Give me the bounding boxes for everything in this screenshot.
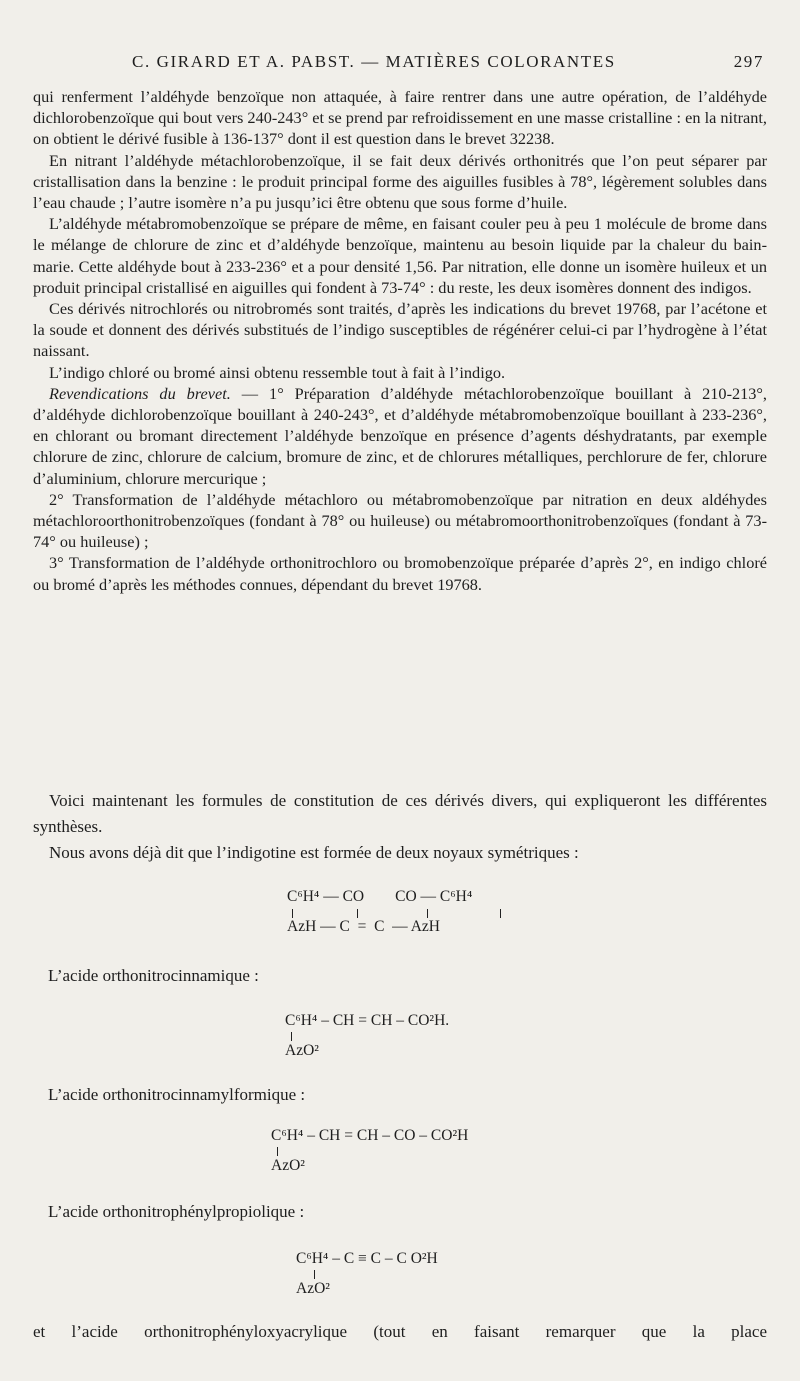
formulas-intro: Voici maintenant les formules de constitution de ces dérivés divers, qui expliqueront les différentes synthèses.: [33, 791, 767, 836]
paragraph: L’aldéhyde métabromobenzoïque se prépare de même, en faisant couler peu à peu 1 molécule de brome dans le mélange de chlorure de zinc et d’aldéhyde benzoïque, maintenu au besoin liquide par la chaleur du bain-marie. Cette aldéhyde bout à 233-236° et a pour densité 1,56. Par nitration, elle donne un isomère huileux et un produit principal cristallisé en aiguilles qui fondent à 73-74° : du reste, les deux isomères donnent des indigos.: [33, 214, 767, 297]
paragraph: En nitrant l’aldéhyde métachlorobenzoïque, il se fait deux dérivés orthonitrés que l’on peut séparer par cristallisation dans la benzine : le produit principal forme des aiguilles fusibles à 78°, légèrement solubles dans l’eau chaude ; l’autre isomère n’a pu jusqu’ici être obtenu que sous forme d’huile.: [33, 150, 767, 213]
bond-line: [292, 909, 293, 918]
main-text-block: [33, 86, 767, 595]
bond-line: [500, 909, 501, 918]
paragraph: L’indigo chloré ou bromé ainsi obtenu ressemble tout à fait à l’indigo.: [49, 362, 506, 382]
formula-main: C⁶H⁴ – C ≡ C – C O²H: [296, 1250, 438, 1267]
formula-substituent: AzO²: [271, 1157, 305, 1174]
formula-label: L’acide orthonitrophénylpropiolique :: [48, 1202, 305, 1221]
formula-main: C⁶H⁴ – CH = CH – CO²H.: [285, 1012, 450, 1029]
claim-2: 2° Transformation de l’aldéhyde métachloro ou métabromobenzoïque par nitration en deux aldéhydes métachloroorthonitrobenzoïques (fondant à 78° ou huileuse) ou métabromoorthonitrobenzoïques (fondant à 73-74° ou huileuse) ;: [33, 489, 767, 552]
formula-substituent: AzO²: [285, 1042, 319, 1059]
bond-line: [357, 909, 358, 918]
formula-substituent: AzO²: [296, 1280, 330, 1297]
running-title: C. GIRARD ET A. PABST. — MATIÈRES COLORANTES: [132, 52, 616, 71]
cinnamique-formula: [285, 1012, 545, 1068]
indigotine-intro: Nous avons déjà dit que l’indigotine est formée de deux noyaux symétriques :: [49, 843, 579, 862]
formula-label: L’acide orthonitrocinnamique :: [48, 966, 259, 985]
claim-3: 3° Transformation de l’aldéhyde orthonitrochloro ou bromobenzoïque préparée d’après 2°, en indigo chloré ou bromé d’après les méthodes connues, dépendant du brevet 19768.: [33, 553, 767, 594]
page-number: 297: [733, 52, 764, 71]
formula-label: L’acide orthonitrocinnamylformique :: [48, 1085, 306, 1104]
claims-paragraph: [33, 383, 767, 489]
claim-1: — 1° Préparation d’aldéhyde métachlorobenzoïque bouillant à 210-213°, d’aldéhyde dichlorobenzoïque bouillant à 240-243°, et d’aldéhyde métabromobenzoïque bouillant à 233-236°, en chlorant ou bromant directement l’aldéhyde benzoïque en présence d’agents déshydratants, par exemple chlorure de zinc, chlorure de calcium, bromure de zinc, et de chlorures métalliques, perchlorure de fer, chlorure d’aluminium, chlorure mercurique ;: [33, 383, 767, 488]
phenylpropiolique-formula: [296, 1250, 536, 1306]
bond-line: [427, 909, 428, 918]
bond-line: [314, 1270, 315, 1279]
paragraph: qui renferment l’aldéhyde benzoïque non attaquée, à faire rentrer dans une autre opération, de l’aldéhyde dichlorobenzoïque qui bout vers 240-243° et se prend par refroidissement en une masse cristalline : en la nitrant, on obtient le dérivé fusible à 136-137° dont il est question dans le brevet 32238.: [33, 87, 767, 149]
cinnamylformique-formula: [271, 1127, 571, 1183]
formula-top-row: C⁶H⁴ — CO CO — C⁶H⁴: [287, 888, 473, 905]
bond-line: [291, 1032, 292, 1041]
paragraph: Ces dérivés nitrochlorés ou nitrobromés sont traités, d’après les indications du brevet 19768, par l’acétone et la soude et donnent des dérivés substitués de l’indigo susceptibles de régénérer celui-ci par l’hydrogène à l’état naissant.: [33, 299, 767, 361]
claims-heading: Revendications du brevet.: [49, 383, 231, 403]
formulas-intro-block: [33, 788, 767, 866]
running-header: [30, 44, 770, 74]
continuation-line: et l’acide orthonitrophényloxyacrylique (tout en faisant remarquer que la place: [33, 1322, 767, 1341]
formula-bottom-row: AzH — C = C — AzH: [287, 918, 440, 935]
formula-main: C⁶H⁴ – CH = CH – CO – CO²H: [271, 1127, 469, 1144]
bond-line: [277, 1147, 278, 1156]
indigotine-formula: [287, 888, 527, 948]
